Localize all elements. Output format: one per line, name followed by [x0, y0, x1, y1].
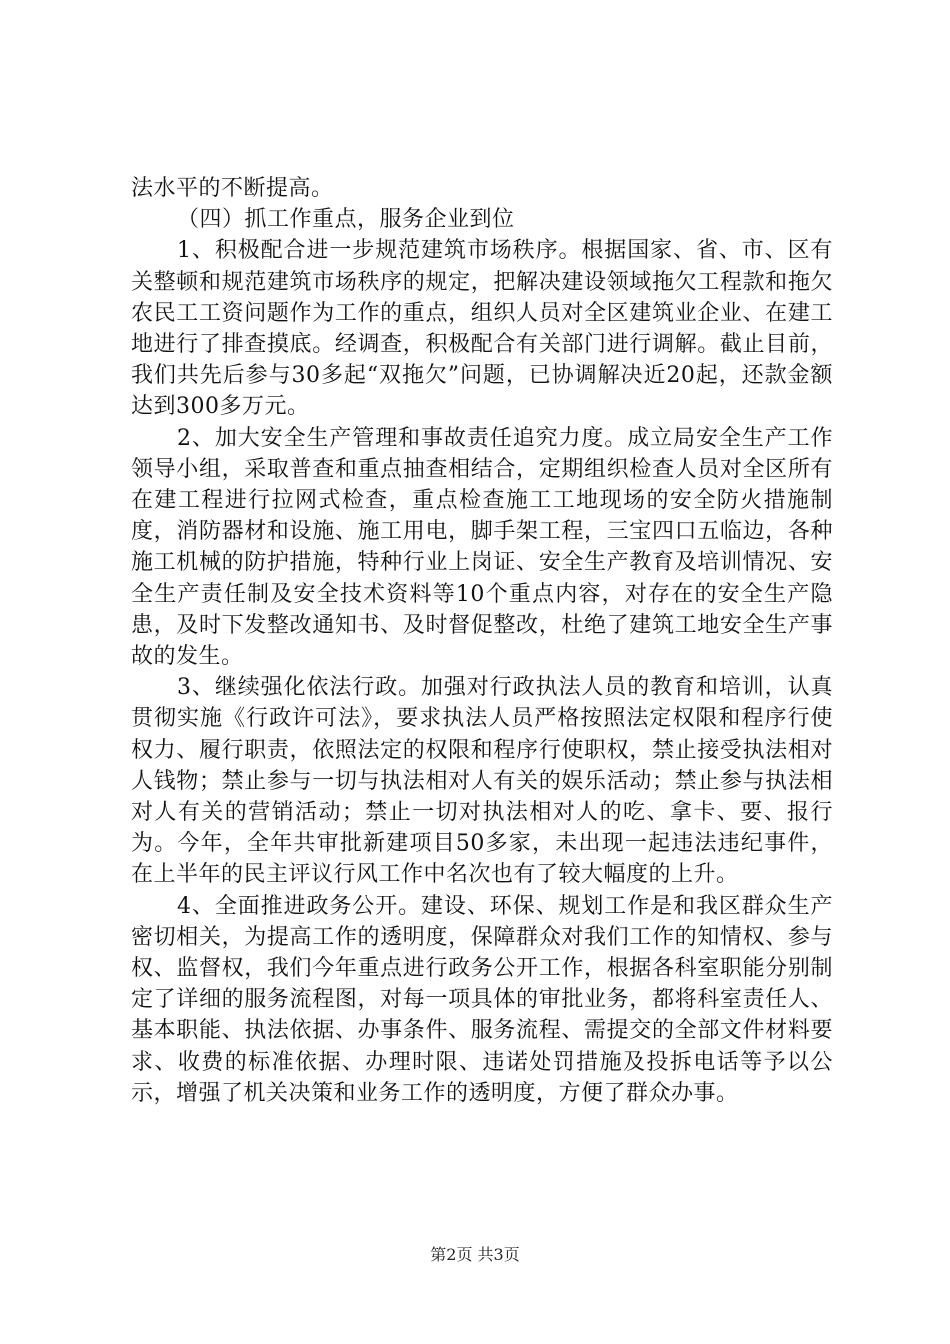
paragraph-continuation: 法水平的不断提高。	[131, 176, 334, 201]
paragraph-item-4: 4、全面推进政务公开。建设、环保、规划工作是和我区群众生产密切相关，为提高工作的透明度，保障群众对我们工作的知情权、参与权、监督权，我们今年重点进行政务公开工作，根据各科室职能分别制定了详细的服务流程图，对每一项具体的审批业务，都将科室责任人、基本职能、执法依据、办事条件、服务流程、需提交的全部文件材料要求、收费的标准依据、办理时限、违诺处罚措施及投拆电话等予以公示，增强了机关决策和业务工作的透明度，方便了群众办事。	[131, 893, 833, 1106]
section-heading: （四）抓工作重点，服务企业到位	[177, 207, 515, 233]
paragraph-item-3: 3、继续强化依法行政。加强对行政执法人员的教育和培训，认真贯彻实施《行政许可法》，要求执法人员严格按照法定权限和程序行使权力、履行职责，依照法定的权限和程序行使职权，禁止接受执法相对人钱物；禁止参与一切与执法相对人有关的娱乐活动；禁止参与执法相对人有关的营销活动；禁止一切对执法相对人的吃、拿卡、要、报行为。今年，全年共审批新建项目50多家，未出现一起违法违纪事件，在上半年的民主评议行风工作中名次也有了较大幅度的上升。	[131, 675, 833, 888]
page-number-footer: 第2页 共3页	[430, 1245, 520, 1264]
document-body	[131, 173, 833, 1109]
paragraph-item-2: 2、加大安全生产管理和事故责任追究力度。成立局安全生产工作领导小组，采取普查和重点抽查相结合，定期组织检查人员对全区所有在建工程进行拉网式检查，重点检查施工工地现场的安全防火措施制度，消防器材和设施、施工用电，脚手架工程，三宝四口五临边，各种施工机械的防护措施，特种行业上岗证、安全生产教育及培训情况、安全生产责任制及安全技术资料等10个重点内容，对存在的安全生产隐患，及时下发整改通知书、及时督促整改，杜绝了建筑工地安全生产事故的发生。	[131, 425, 833, 670]
paragraph-item-1: 1、积极配合进一步规范建筑市场秩序。根据国家、省、市、区有关整顿和规范建筑市场秩序的规定，把解决建设领域拖欠工程款和拖欠农民工工资问题作为工作的重点，组织人员对全区建筑业企业、在建工地进行了排查摸底。经调查，积极配合有关部门进行调解。截止目前，我们共先后参与30多起“双拖欠”问题，已协调解决近20起，还款金额达到300多万元。	[131, 238, 833, 420]
